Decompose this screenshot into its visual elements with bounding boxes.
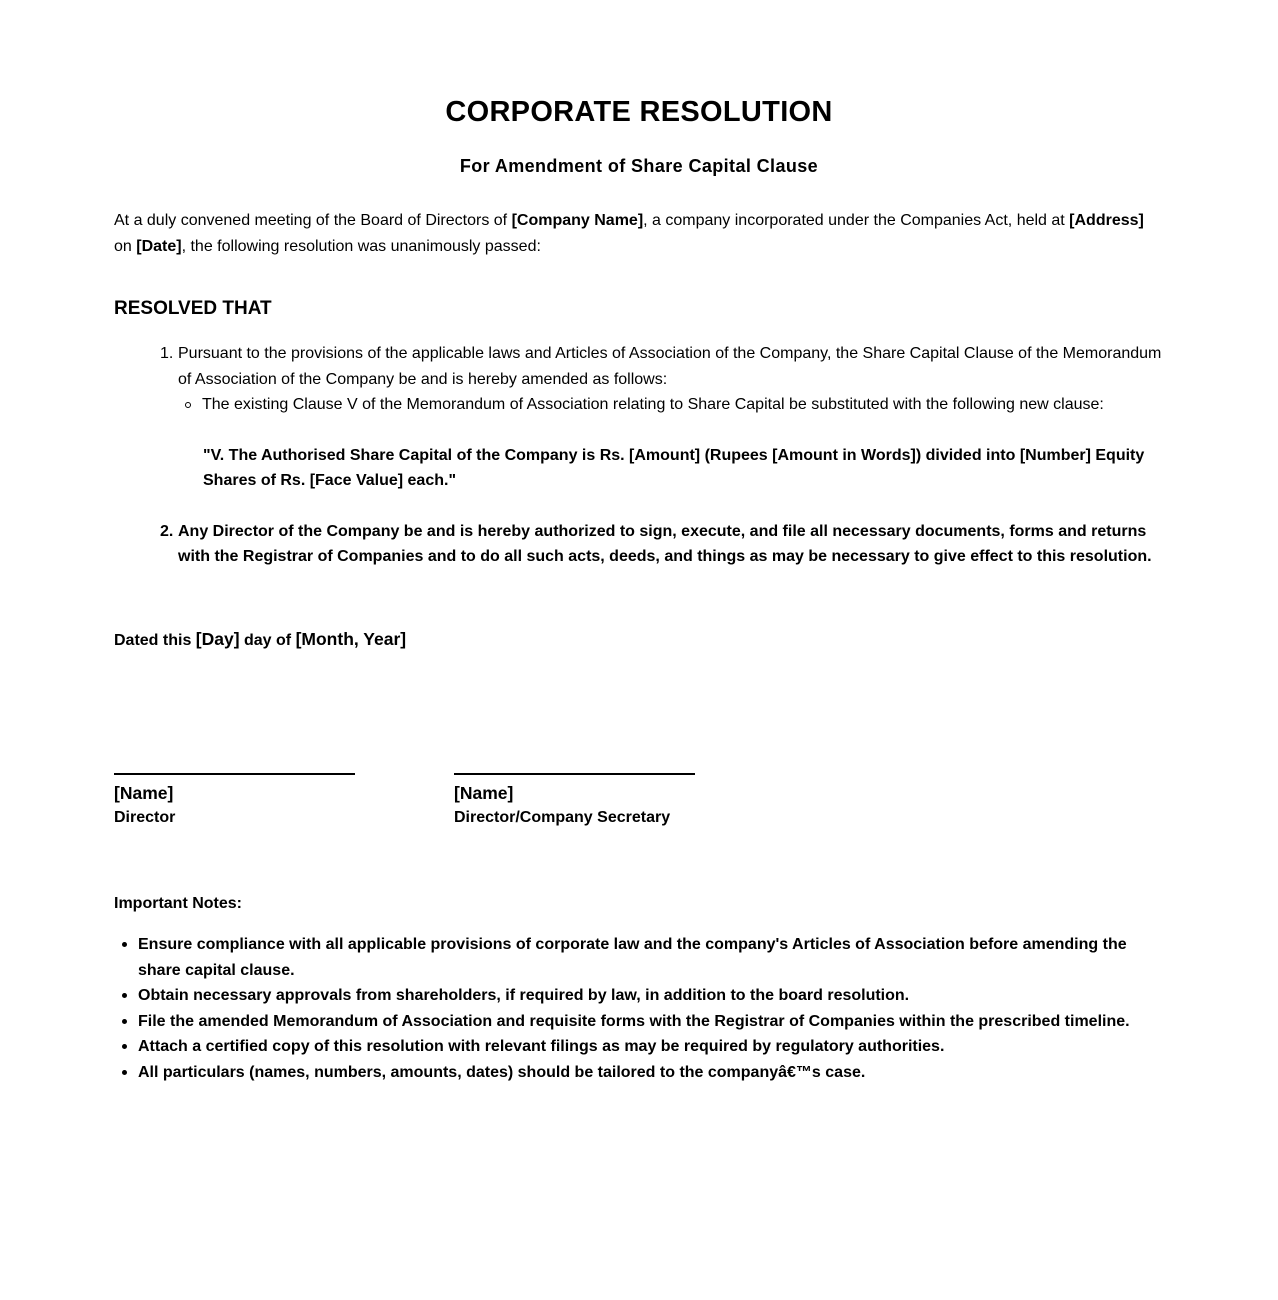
document-subtitle: For Amendment of Share Capital Clause (459, 156, 819, 176)
note-text: File the amended Memorandum of Association and requisite forms with the Registrar of Companies within the prescribed timeline. (138, 1012, 1130, 1030)
signatory-name: [Name] (454, 783, 514, 803)
notes-heading: Important Notes: (114, 895, 242, 912)
signatory-name: [Name] (114, 783, 174, 803)
intro-text-3: on (114, 237, 137, 255)
resolution-item-1 (114, 341, 1166, 494)
note-text: Ensure compliance with all applicable provisions of corporate law and the company's Articles of Association before amending the share capital clause. (138, 936, 1127, 979)
date-placeholder: [Date] (136, 237, 182, 255)
dated-text-2: day of (239, 632, 296, 649)
signatory-role: Director (114, 809, 176, 826)
new-clause-text: "V. The Authorised Share Capital of the Company is Rs. [Amount] (Rupees [Amount in Words]) divided into [Number] Equity Shares of Rs. [Face Value] each." (203, 446, 1145, 489)
note-text: All particulars (names, numbers, amounts, dates) should be tailored to the companyâ€™s case. (138, 1063, 866, 1081)
bullet-icon (122, 1044, 127, 1049)
dated-line (114, 629, 406, 650)
note-item (114, 1060, 1166, 1086)
resolution-text-2: Any Director of the Company be and is hereby authorized to sign, execute, and file all necessary documents, forms and returns with the Registrar of Companies and to do all such acts, deeds, and things as may be necessary to give effect to this resolution. (178, 522, 1152, 565)
resolution-number-2: 2. (160, 522, 174, 540)
note-item (114, 932, 1166, 983)
dated-text-1: Dated this (114, 632, 196, 649)
bullet-icon (122, 1070, 127, 1075)
note-item (114, 1009, 1166, 1035)
intro-text-2: , a company incorporated under the Companies Act, held at (643, 212, 1070, 229)
resolution-text-1: Pursuant to the provisions of the applicable laws and Articles of Association of the Company, the Share Capital Clause of the Memorandum of Association of the Company be and is hereby amended as follows: (178, 345, 1162, 388)
signature-line (114, 773, 355, 775)
resolution-sub-item (178, 392, 1166, 494)
bullet-icon (122, 942, 127, 947)
signatory-role: Director/Company Secretary (454, 809, 671, 826)
bullet-icon (122, 1019, 127, 1024)
intro-text-4: , the following resolution was unanimously passed: (181, 237, 541, 255)
bullet-icon (122, 993, 127, 998)
intro-text-1: At a duly convened meeting of the Board of Directors of (114, 212, 512, 229)
resolution-item-2 (114, 519, 1166, 570)
month-year-placeholder: [Month, Year] (295, 629, 407, 649)
note-text: Attach a certified copy of this resolution with relevant filings as may be required by regulatory authorities. (138, 1038, 945, 1055)
address-placeholder: [Address] (1069, 212, 1144, 229)
resolution-list (114, 341, 1166, 570)
note-item (114, 1034, 1166, 1060)
resolved-heading: RESOLVED THAT (114, 298, 272, 319)
resolution-sub-text: The existing Clause V of the Memorandum of Association relating to Share Capital be substituted with the following new clause: (202, 396, 1104, 413)
signature-block-director (114, 773, 355, 827)
note-text: Obtain necessary approvals from shareholders, if required by law, in addition to the board resolution. (138, 987, 910, 1004)
intro-paragraph (114, 208, 1166, 259)
day-placeholder: [Day] (195, 629, 240, 649)
signature-block-secretary (454, 773, 695, 827)
resolution-number-1: 1. (160, 345, 174, 362)
circle-bullet-icon (185, 402, 191, 408)
document-title: CORPORATE RESOLUTION (445, 96, 833, 128)
note-item (114, 983, 1166, 1009)
company-name-placeholder: [Company Name] (511, 212, 644, 229)
notes-list (114, 932, 1166, 1085)
signature-line (454, 773, 695, 775)
